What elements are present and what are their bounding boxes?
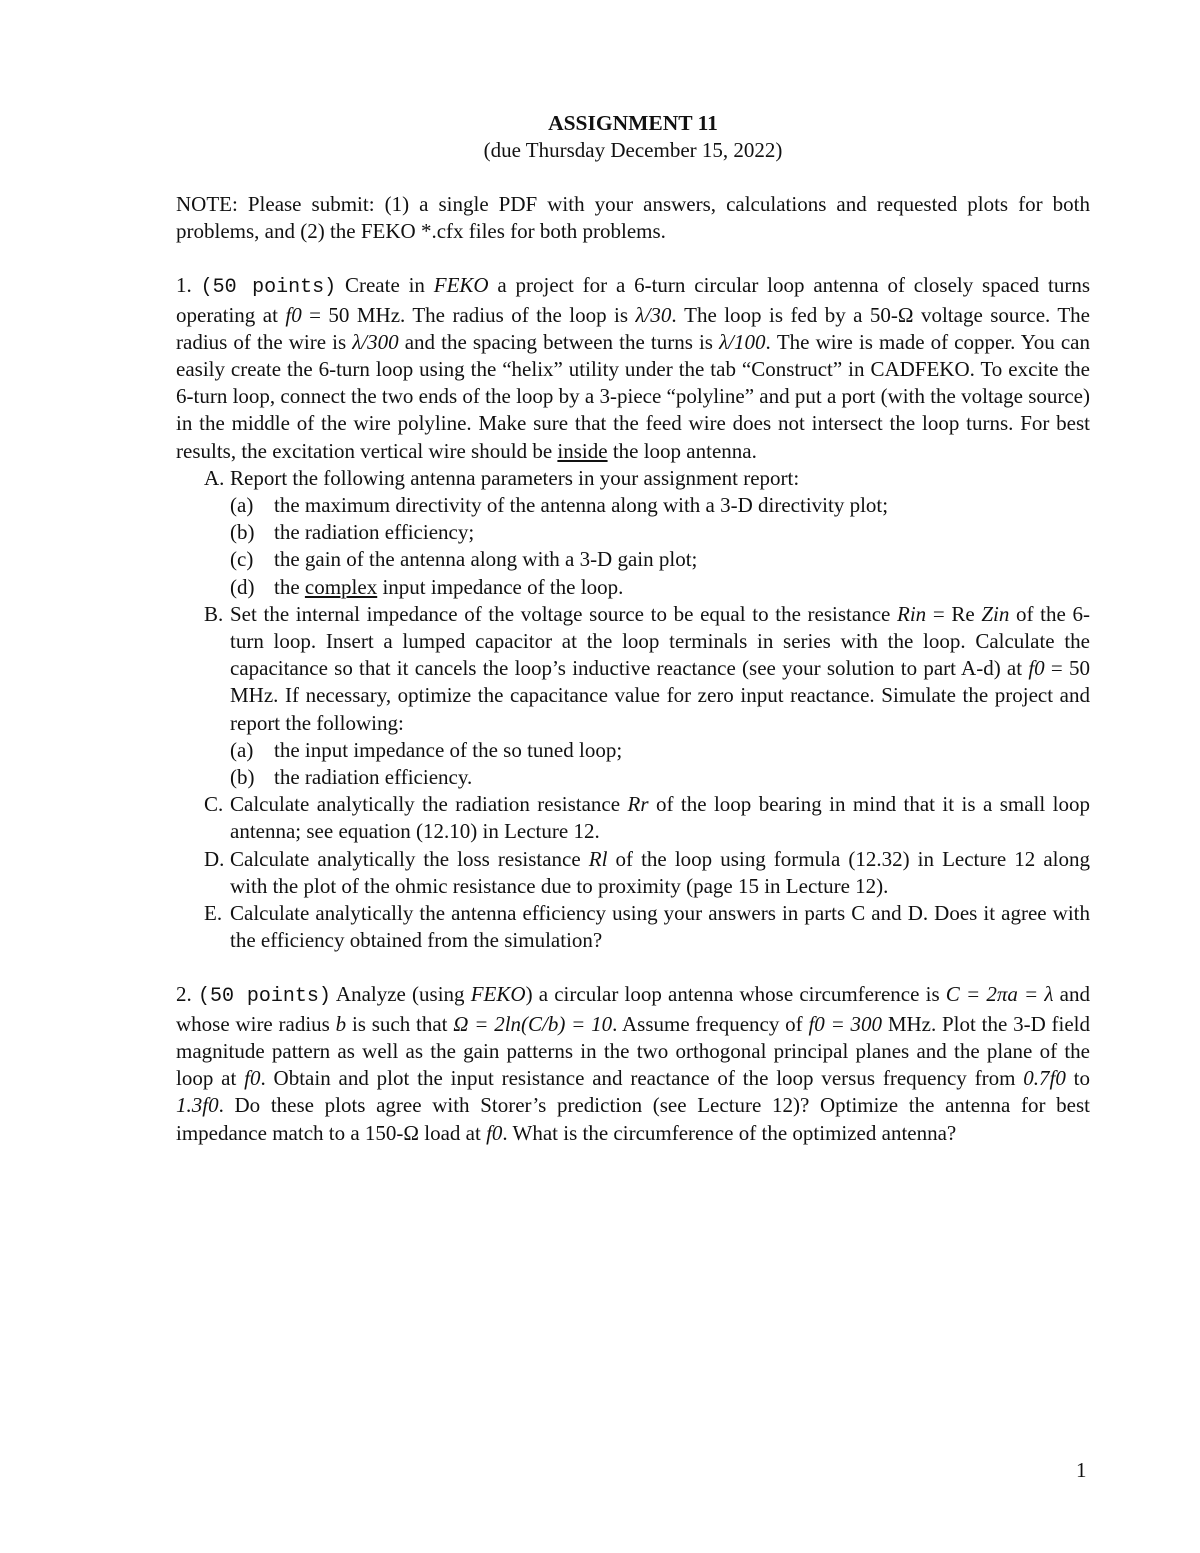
feko-name: FEKO [470,982,526,1007]
part-letter: A. [204,465,225,490]
list-item [230,737,1090,764]
part-c [204,791,1090,845]
f0-symbol: f0 [285,302,302,327]
text-run: = 50 MHz. If necessary, optimize the capacitance value for zero input reactance. Simulate the project and report the following: [230,656,1091,735]
item-label: (d) [230,574,255,599]
rin-symbol: Rin [897,601,927,626]
part-a [204,465,1090,601]
text-run: ) a circular loop antenna whose circumference is [525,982,946,1007]
problem-2-number: 2. [176,982,192,1007]
text-run: of the 6-turn loop. Insert a lumped capacitor at the loop terminals in series with the loop. Calculate the capacitance so that it cancels the loop’s inductive reactance (see your solution to part A-d) at [230,601,1090,681]
item-text: the maximum directivity of the antenna along with a 3-D directivity plot; [274,493,889,518]
text-run: . Assume frequency of [612,1011,809,1036]
item-text: input impedance of the loop. [377,574,624,599]
page-number: 1 [1076,1458,1087,1482]
problem-1 [176,272,1090,954]
part-e [204,900,1090,954]
part-d [204,846,1090,900]
text-run: Calculate analytically the radiation resistance [230,792,628,817]
zin-symbol: Zin [981,601,1010,626]
feko-name: FEKO [433,273,489,298]
rl-symbol: Rl [588,846,608,871]
item-text: the radiation efficiency; [274,520,475,545]
text-run: MHz. Plot the 3-D field magnitude pattern as well as the gain patterns in the two orthogonal principal planes and the plane of the loop at [176,1011,1090,1091]
text-run: . The loop is fed by a 50-Ω voltage source. The radius of the wire is [176,302,1090,354]
omega-equation: Ω = 2ln(C/b) = 10 [453,1011,613,1036]
problem-2 [176,981,1090,1146]
part-e-text: Calculate analytically the antenna efficiency using your answers in parts C and D. Does it agree with the efficiency obtained from the simulation? [230,901,1090,953]
loop-radius-expr: λ/30 [635,302,672,327]
problem-1-number: 1. [176,273,192,298]
list-item [230,519,1090,546]
text-run: = Re [926,601,982,626]
frequency-equation: f0 = 300 [808,1011,883,1036]
problem-1-intro [176,272,1090,464]
text-run: . What is the circumference of the optimized antenna? [502,1120,957,1145]
text-run: . Do these plots agree with Storer’s prediction (see Lecture 12)? Optimize the antenna for best impedance match to a 150-Ω load at [176,1093,1090,1145]
text-run: of the loop using formula (12.32) in Lecture 12 along with the plot of the ohmic resistance due to proximity (page 15 in Lecture 12). [230,846,1091,898]
due-date: (due Thursday December 15, 2022) [483,138,783,162]
b-symbol: b [335,1011,347,1036]
item-text: the radiation efficiency. [274,765,473,790]
rr-symbol: Rr [627,792,649,817]
item-label: (b) [230,765,255,790]
range-high-expr: 1.3f0 [176,1093,219,1118]
text-run: the loop antenna. [607,438,757,463]
item-text: the input impedance of the so tuned loop; [274,737,623,762]
text-run: Set the internal impedance of the voltage source to be equal to the resistance [230,601,898,626]
list-item [230,492,1090,519]
text-run: a project for a 6-turn circular loop antenna of closely spaced turns operating at [176,273,1091,327]
list-item [230,764,1090,791]
text-run: and the spacing between the turns is [398,329,720,354]
range-low-expr: 0.7f0 [1023,1066,1066,1091]
problem-1-points: (50 points) [200,276,337,300]
text-run: to [1065,1066,1090,1091]
part-letter: C. [204,792,224,817]
text-run: = 50 MHz. The radius of the loop is [301,302,636,327]
part-a-text: Report the following antenna parameters in your assignment report: [230,465,800,490]
item-text: the [274,574,305,599]
complex-underlined: complex [304,574,378,599]
item-label: (b) [230,520,255,545]
item-text: the gain of the antenna along with a 3-D gain plot; [274,547,698,572]
item-label: (a) [230,737,254,762]
problem-1-parts [176,465,1090,955]
f0-symbol: f0 [486,1120,503,1145]
item-label: (c) [230,547,254,572]
f0-symbol: f0 [1028,656,1045,681]
problem-2-points: (50 points) [197,985,331,1009]
submission-note: NOTE: Please submit: (1) a single PDF with your answers, calculations and requested plots for both problems, and (2) the FEKO *.cfx files for both problems. [176,192,1090,244]
part-b-items [230,737,1090,791]
circumference-equation: C = 2πa = λ [945,982,1054,1007]
text-run: is such that [346,1011,454,1036]
text-run: Analyze (using [330,982,471,1007]
turn-spacing-expr: λ/100 [719,329,766,354]
part-b [204,601,1090,791]
text-run: . The wire is made of copper. You can easily create the 6-turn loop using the “helix” utility under the tab “Construct” in CADFEKO. To excite the 6-turn loop, connect the two ends of the loop by a 3-piece “polyline” and put a port (with the voltage source) in the middle of the wire polyline. Make sure that the feed wire does not intersect the loop turns. For best results, the excitation vertical wire should be [176,329,1091,463]
part-letter: D. [204,846,225,871]
part-letter: E. [204,901,223,926]
list-item [230,574,1090,601]
text-run: Calculate analytically the loss resistance [230,846,589,871]
text-run: Create in [336,273,434,298]
f0-symbol: f0 [244,1066,261,1091]
text-run: of the loop bearing in mind that it is a small loop antenna; see equation (12.10) in Lecture 12. [230,792,1090,844]
part-a-items [230,492,1090,601]
wire-radius-expr: λ/300 [352,329,399,354]
inside-underlined: inside [557,438,608,463]
page-title: ASSIGNMENT 11 [548,111,718,135]
item-label: (a) [230,493,254,518]
list-item [230,546,1090,573]
part-letter: B. [204,601,224,626]
document-page [176,110,1090,1147]
text-run: . Obtain and plot the input resistance and reactance of the loop versus frequency from [260,1066,1024,1091]
text-run: and whose wire radius [176,982,1090,1036]
problem-2-text [176,981,1090,1146]
